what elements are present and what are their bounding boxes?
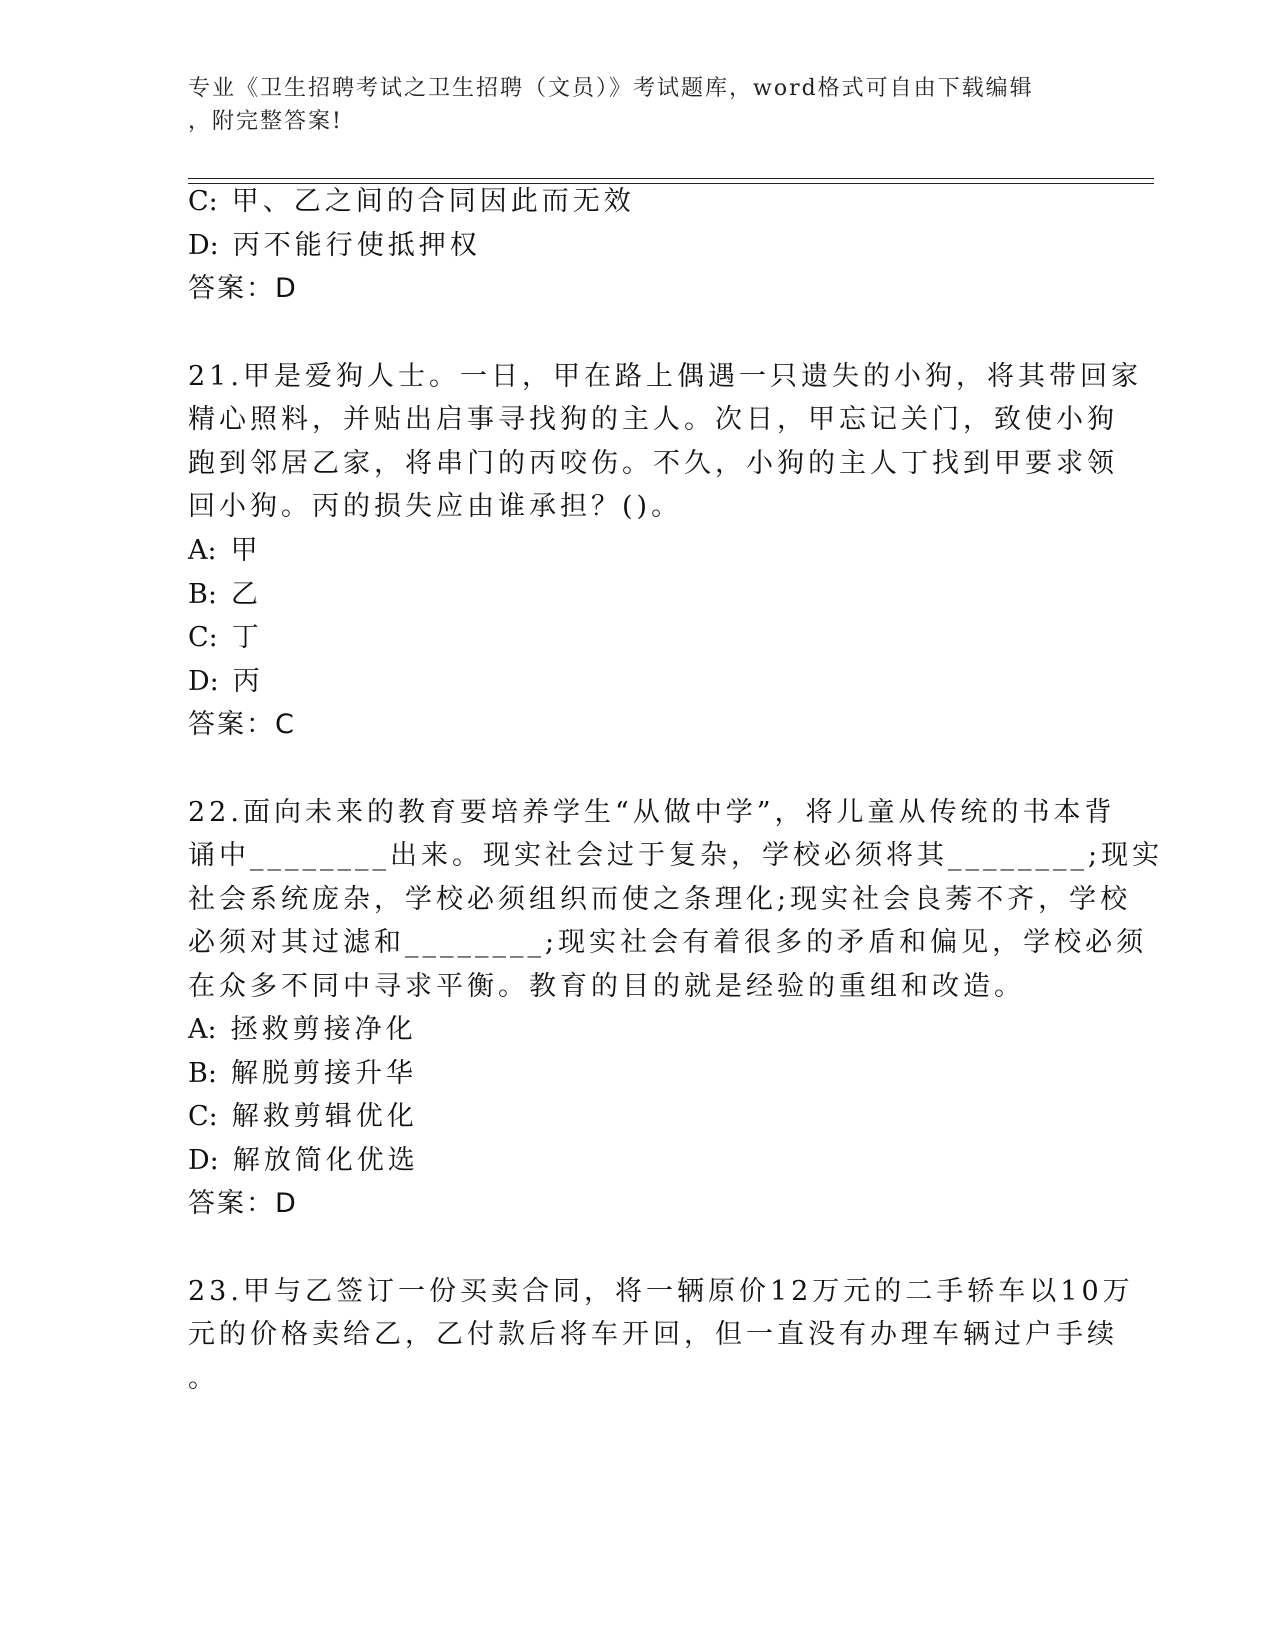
- option-text: 解放简化优选: [232, 1145, 419, 1176]
- q22-stem-line-5: 在众多不同中寻求平衡。教育的目的就是经验的重组和改造。: [188, 971, 1025, 1002]
- option-text: 拯救剪接净化: [230, 1014, 417, 1045]
- option-label: B:: [188, 579, 217, 610]
- header-line-1: 专业《卫生招聘考试之卫生招聘（文员）》考试题库，word格式可自由下载编辑: [188, 76, 1034, 101]
- q23-stem-line-3: 。: [188, 1363, 219, 1394]
- q21-option-c: [188, 620, 1088, 656]
- q21-stem-line-2: 精心照料，并贴出启事寻找狗的主人。次日，甲忘记关门，致使小狗: [188, 404, 1118, 435]
- option-label: A:: [188, 535, 217, 566]
- q22-stem-line-2: 诵中________出来。现实社会过于复杂，学校必须将其________;现实: [188, 840, 1164, 871]
- q23-stem-line-1: 23.甲与乙签订一份买卖合同，将一辆原价12万元的二手轿车以10万: [188, 1276, 1134, 1307]
- option-label: D:: [188, 230, 219, 261]
- option-text: 甲: [230, 535, 262, 566]
- option-text: 甲、乙之间的合同因此而无效: [231, 186, 635, 217]
- q22-option-a: [188, 1012, 1088, 1048]
- header-line-2: ，附完整答案!: [188, 109, 343, 134]
- option-text: 丙: [232, 666, 264, 697]
- q22-answer: 答案：D: [188, 1188, 298, 1219]
- option-text: 乙: [230, 579, 262, 610]
- q21-answer: 答案：C: [188, 709, 296, 740]
- option-text: 丁: [231, 622, 263, 653]
- document-header: [188, 72, 1078, 138]
- option-label: C:: [188, 1101, 218, 1132]
- q21-option-a: [188, 533, 1088, 569]
- option-text: 解救剪辑优化: [231, 1101, 418, 1132]
- option-label: C:: [188, 622, 218, 653]
- q21-stem-line-1: 21.甲是爱狗人士。一日，甲在路上偶遇一只遗失的小狗，将其带回家: [188, 361, 1142, 392]
- q22-option-b: [188, 1056, 1088, 1092]
- q21-stem-line-3: 跑到邻居乙家，将串门的丙咬伤。不久，小狗的主人丁找到甲要求领: [188, 448, 1118, 479]
- option-label: C:: [188, 186, 218, 217]
- option-label: B:: [188, 1058, 217, 1089]
- q20-option-c: [188, 184, 1088, 220]
- q20-answer: 答案：D: [188, 273, 298, 304]
- q22-stem-line-1: 22.面向未来的教育要培养学生“从做中学”，将儿童从传统的书本背: [188, 797, 1116, 828]
- q22-stem-line-4: 必须对其过滤和________;现实社会有着很多的矛盾和偏见，学校必须: [188, 927, 1148, 958]
- header-divider-top: [188, 178, 1154, 179]
- option-text: 丙不能行使抵押权: [232, 230, 481, 261]
- q23-stem-line-2: 元的价格卖给乙，乙付款后将车开回，但一直没有办理车辆过户手续: [188, 1319, 1118, 1350]
- option-label: D:: [188, 666, 219, 697]
- option-label: A:: [188, 1014, 217, 1045]
- option-text: 解脱剪接升华: [230, 1058, 417, 1089]
- q22-stem-line-3: 社会系统庞杂，学校必须组织而使之条理化;现实社会良莠不齐，学校: [188, 884, 1132, 915]
- q21-option-d: [188, 664, 1088, 700]
- option-label: D:: [188, 1145, 219, 1176]
- q22-option-c: [188, 1099, 1088, 1135]
- q20-option-d: [188, 228, 1088, 264]
- q22-option-d: [188, 1143, 1088, 1179]
- q21-stem-line-4: 回小狗。丙的损失应由谁承担？()。: [188, 491, 683, 522]
- q21-option-b: [188, 577, 1088, 613]
